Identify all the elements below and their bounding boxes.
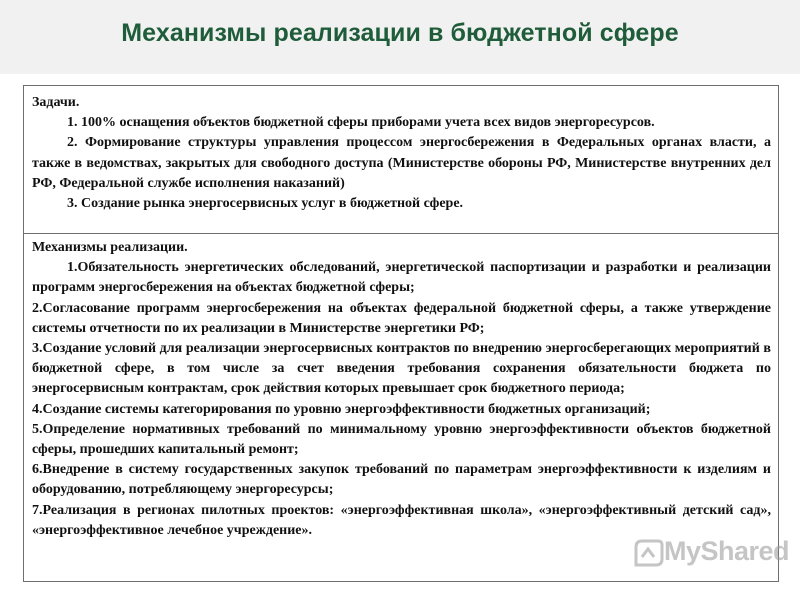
content-table — [23, 85, 779, 582]
mechanism-item: 4.Создание системы категорирования по уровню энергоэффективности бюджетных организаций; — [32, 401, 651, 417]
tasks-header: Задачи. — [32, 95, 80, 110]
mechanisms-header: Механизмы реализации. — [32, 240, 188, 255]
slide-title: Механизмы реализации в бюджетной сфере — [121, 19, 679, 47]
mechanisms-cell — [24, 234, 778, 581]
task-item: 2. Формирование структуры управления процессом энергосбережения в Федеральных органах власти, а также в ведомствах, закрытых для свободного доступа (Министерстве обороны РФ, Министерстве внутренних дел РФ, Федеральной службе исполнения наказаний) — [32, 135, 771, 191]
mechanism-item: 3.Создание условий для реализации энергосервисных контрактов по внедрению энергосберегающих мероприятий в бюджетной сфере, в том числе за счет введения требования сохранения обязательности бюджета по энергосервисным контрактам, срок действия которых превышает срок бюджетного периода; — [32, 341, 771, 397]
task-item: 3. Создание рынка энергосервисных услуг в бюджетной сфере. — [67, 196, 464, 212]
myshared-watermark: MyShared — [664, 536, 790, 566]
tasks-cell — [24, 86, 778, 234]
mechanism-item: 2.Согласование программ энергосбережения на объектах федеральной бюджетной сферы, а также утверждение системы отчетности по их реализации в Министерстве энергетики РФ; — [32, 300, 771, 336]
mechanism-item: 6.Внедрение в систему государственных закупок требований по параметрам энергоэффективности к изделиям и оборудованию, потребляющему энергоресурсы; — [32, 462, 771, 498]
mechanism-item: 5.Определение нормативных требований по минимальному уровню энергоэффективности объектов бюджетной сферы, прошедших капитальный ремонт; — [32, 421, 771, 458]
mechanism-item: 1.Обязательность энергетических обследований, энергетической паспортизации и разработки и реализации программ энергосбережения на объектах бюджетной сферы; — [32, 260, 771, 296]
mechanism-item: 7.Реализация в регионах пилотных проектов: «энергоэффективная школа», «энергоэффективный детский сад», «энергоэффективное лечебное учреждение». — [32, 502, 771, 538]
myshared-logo-icon — [632, 537, 666, 569]
title-band — [0, 0, 800, 74]
task-item: 1. 100% оснащения объектов бюджетной сферы приборами учета всех видов энергоресурсов. — [67, 115, 655, 131]
